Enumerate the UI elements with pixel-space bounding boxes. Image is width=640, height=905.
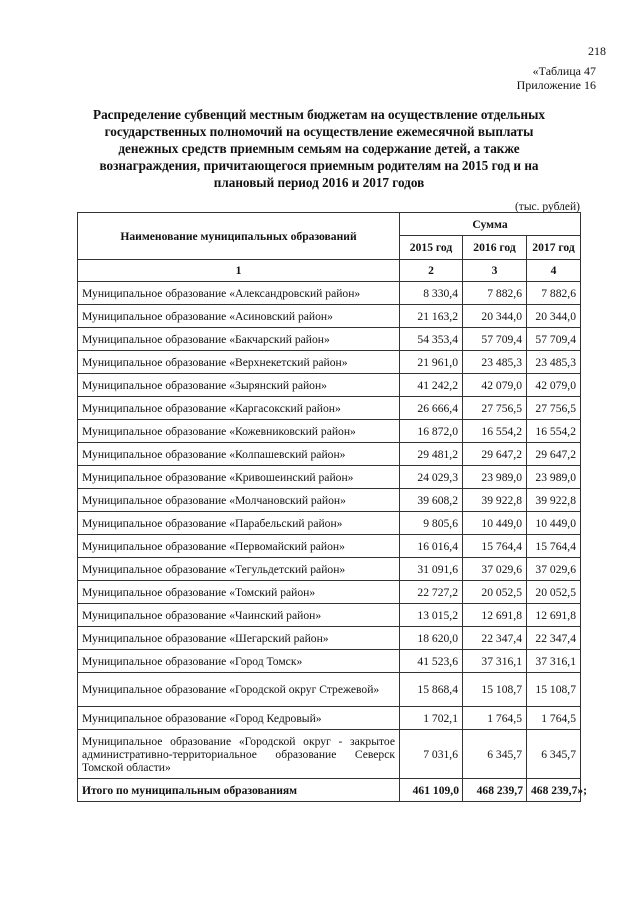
column-number: 4: [527, 260, 581, 282]
table-row: [78, 305, 581, 328]
value-2015: 26 666,4: [400, 397, 463, 420]
municipality-name: Муниципальное образование «Молчановский район»: [78, 489, 400, 512]
header-name: Наименование муниципальных образований: [78, 213, 400, 260]
value-2015: 21 961,0: [400, 351, 463, 374]
value-2016: 57 709,4: [463, 328, 527, 351]
municipality-name: Муниципальное образование «Кривошеинский район»: [78, 466, 400, 489]
value-2017: 23 989,0: [527, 466, 581, 489]
value-2015: 9 805,6: [400, 512, 463, 535]
table-row: [78, 604, 581, 627]
table-row: [78, 673, 581, 707]
column-number: 1: [78, 260, 400, 282]
table-row: [78, 535, 581, 558]
value-2015: 15 868,4: [400, 673, 463, 707]
value-2015: 24 029,3: [400, 466, 463, 489]
municipality-name: Муниципальное образование «Городской округ - закрытое административно-территориальное образование Северск Томской области»: [78, 730, 400, 779]
column-number: 2: [400, 260, 463, 282]
value-2015: 16 872,0: [400, 420, 463, 443]
value-2017: 20 344,0: [527, 305, 581, 328]
subsidy-table: [77, 212, 588, 802]
value-2016: 42 079,0: [463, 374, 527, 397]
value-2015: 8 330,4: [400, 282, 463, 305]
header-year-2015: 2015 год: [400, 236, 463, 260]
value-2017: 16 554,2: [527, 420, 581, 443]
value-2015: 39 608,2: [400, 489, 463, 512]
municipality-name: Муниципальное образование «Парабельский район»: [78, 512, 400, 535]
table-row: [78, 730, 581, 779]
header-sum: Сумма: [400, 213, 581, 236]
value-2015: 22 727,2: [400, 581, 463, 604]
municipality-name: Муниципальное образование «Шегарский район»: [78, 627, 400, 650]
municipality-name: Муниципальное образование «Тегульдетский район»: [78, 558, 400, 581]
municipality-name: Муниципальное образование «Город Томск»: [78, 650, 400, 673]
value-2015: 41 242,2: [400, 374, 463, 397]
value-2017: 1 764,5: [527, 707, 581, 730]
value-2017: 15 108,7: [527, 673, 581, 707]
value-2015: 7 031,6: [400, 730, 463, 779]
value-2015: 54 353,4: [400, 328, 463, 351]
value-2017: 42 079,0: [527, 374, 581, 397]
value-2016: 7 882,6: [463, 282, 527, 305]
value-2016: 27 756,5: [463, 397, 527, 420]
value-2016: 39 922,8: [463, 489, 527, 512]
table-row: [78, 351, 581, 374]
value-2016: 23 989,0: [463, 466, 527, 489]
value-2016: 29 647,2: [463, 443, 527, 466]
column-numbers-row: [78, 260, 581, 282]
value-2017: 12 691,8: [527, 604, 581, 627]
table-row: [78, 512, 581, 535]
column-number: 3: [463, 260, 527, 282]
municipality-name: Муниципальное образование «Городской округ Стрежевой»: [78, 673, 400, 707]
municipality-name: Муниципальное образование «Асиновский район»: [78, 305, 400, 328]
value-2017: 7 882,6: [527, 282, 581, 305]
page-number: 218: [588, 44, 606, 58]
table-row: [78, 282, 581, 305]
value-2016: 12 691,8: [463, 604, 527, 627]
value-2016: 15 108,7: [463, 673, 527, 707]
municipality-name: Муниципальное образование «Бакчарский район»: [78, 328, 400, 351]
total-2015: 461 109,0: [400, 779, 463, 802]
value-2015: 1 702,1: [400, 707, 463, 730]
municipality-name: Муниципальное образование «Верхнекетский район»: [78, 351, 400, 374]
table-row: [78, 420, 581, 443]
table-row: [78, 443, 581, 466]
value-2017: 6 345,7: [527, 730, 581, 779]
value-2017: 20 052,5: [527, 581, 581, 604]
total-label: Итого по муниципальным образованиям: [78, 779, 400, 802]
table-row: [78, 466, 581, 489]
value-2017: 15 764,4: [527, 535, 581, 558]
value-2017: 10 449,0: [527, 512, 581, 535]
municipality-name: Муниципальное образование «Каргасокский район»: [78, 397, 400, 420]
municipality-name: Муниципальное образование «Колпашевский район»: [78, 443, 400, 466]
header-year-2017: 2017 год: [527, 236, 581, 260]
value-2015: 18 620,0: [400, 627, 463, 650]
value-2017: 27 756,5: [527, 397, 581, 420]
table-row: [78, 581, 581, 604]
total-2017: 468 239,7»;: [527, 779, 581, 802]
municipality-name: Муниципальное образование «Кожевниковский район»: [78, 420, 400, 443]
value-2017: 29 647,2: [527, 443, 581, 466]
municipality-name: Муниципальное образование «Зырянский район»: [78, 374, 400, 397]
total-row: [78, 779, 581, 802]
table-row: [78, 489, 581, 512]
value-2016: 37 316,1: [463, 650, 527, 673]
value-2017: 57 709,4: [527, 328, 581, 351]
value-2015: 16 016,4: [400, 535, 463, 558]
value-2017: 37 029,6: [527, 558, 581, 581]
document-title: Распределение субвенций местным бюджетам на осуществление отдельных государственных полномочий на осуществление ежемесячной выплаты денежных средств приемным семьям на содержание детей, а также вознаграждения, причитающегося приемным родителям на 2015 год и на плановый период 2016 и 2017 годов: [93, 107, 545, 190]
value-2016: 22 347,4: [463, 627, 527, 650]
table-ref-line2: Приложение 16: [516, 78, 596, 92]
value-2016: 1 764,5: [463, 707, 527, 730]
value-2015: 31 091,6: [400, 558, 463, 581]
value-2015: 13 015,2: [400, 604, 463, 627]
municipality-name: Муниципальное образование «Первомайский район»: [78, 535, 400, 558]
total-2016: 468 239,7: [463, 779, 527, 802]
table-row: [78, 627, 581, 650]
header-year-2016: 2016 год: [463, 236, 527, 260]
value-2017: 23 485,3: [527, 351, 581, 374]
value-2016: 20 344,0: [463, 305, 527, 328]
table-row: [78, 707, 581, 730]
table-reference: [517, 64, 596, 92]
value-2016: 10 449,0: [463, 512, 527, 535]
value-2015: 29 481,2: [400, 443, 463, 466]
value-2015: 41 523,6: [400, 650, 463, 673]
value-2017: 22 347,4: [527, 627, 581, 650]
municipality-name: Муниципальное образование «Томский район»: [78, 581, 400, 604]
table-row: [78, 397, 581, 420]
table-row: [78, 650, 581, 673]
value-2016: 23 485,3: [463, 351, 527, 374]
units-label: (тыс. рублей): [514, 201, 580, 213]
value-2016: 20 052,5: [463, 581, 527, 604]
municipality-name: Муниципальное образование «Александровский район»: [78, 282, 400, 305]
value-2016: 15 764,4: [463, 535, 527, 558]
table-ref-line1: «Таблица 47: [532, 64, 596, 78]
value-2015: 21 163,2: [400, 305, 463, 328]
value-2016: 37 029,6: [463, 558, 527, 581]
table-row: [78, 328, 581, 351]
table-row: [78, 558, 581, 581]
value-2016: 16 554,2: [463, 420, 527, 443]
municipality-name: Муниципальное образование «Чаинский район»: [78, 604, 400, 627]
table-row: [78, 374, 581, 397]
value-2017: 37 316,1: [527, 650, 581, 673]
value-2016: 6 345,7: [463, 730, 527, 779]
value-2017: 39 922,8: [527, 489, 581, 512]
municipality-name: Муниципальное образование «Город Кедровый»: [78, 707, 400, 730]
